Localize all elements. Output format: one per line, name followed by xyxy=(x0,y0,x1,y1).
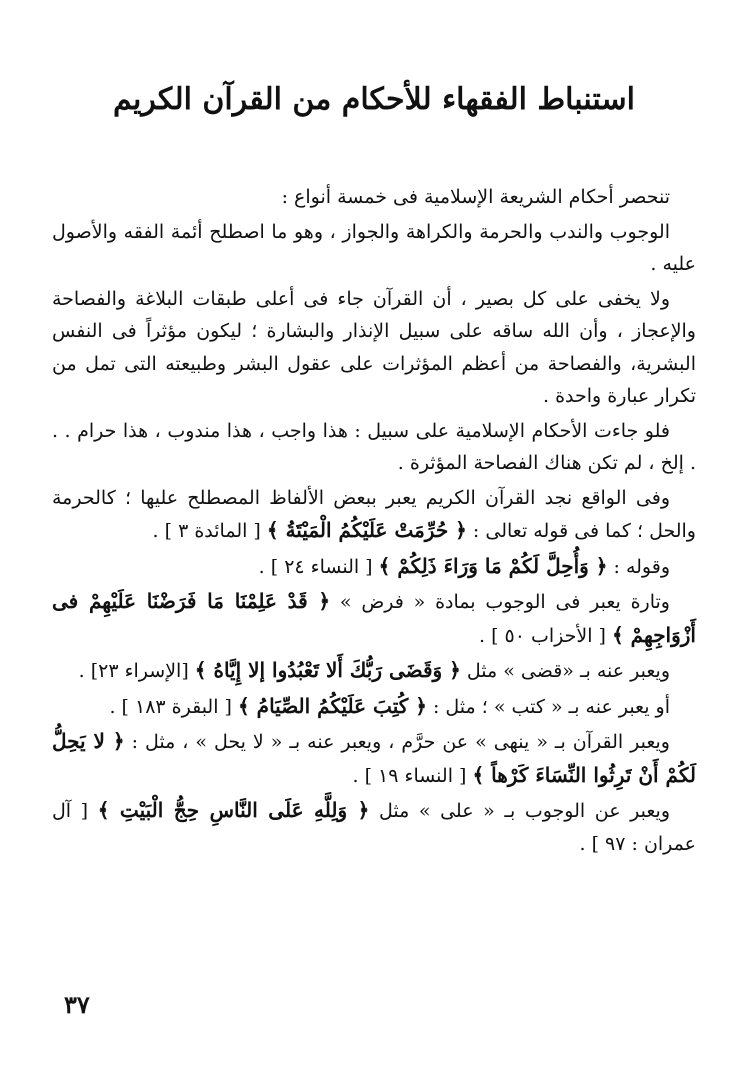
quran-verse-isra: ﴿ وَقَضَى رَبُّكَ أَلا تَعْبُدُوا إلا إِيَّاهُ ﴾ xyxy=(194,658,461,682)
paragraph-6-text: وقوله : xyxy=(607,555,670,578)
paragraph-1: تنحصر أحكام الشريعة الإسلامية فى خمسة أنواع : xyxy=(281,186,670,208)
paragraph-5 xyxy=(52,482,696,548)
paragraph-10-text: ويعبر القرآن بـ « ينهى » عن حرَّم ، ويعبر عنه بـ « لا يحل » ، مثل : xyxy=(124,731,670,753)
quran-verse-nisa-24: ﴿ وَأُحِلَّ لَكُمْ مَا وَرَاءَ ذَلِكُمْ ﴾ xyxy=(378,553,608,578)
verse-reference: [ الأحزاب ٥٠ ] . xyxy=(478,624,612,647)
verse-reference: [ المائدة ٣ ] . xyxy=(152,520,267,542)
quran-verse-nisa-19: ﴿ لا يَحِلُّ لَكُمْ أَنْ تَرِثُوا النِّسَاءَ كَرْهاً ﴾ xyxy=(52,729,696,787)
paragraph-8-text: ويعبر عنه بـ «قضى » مثل xyxy=(460,660,670,682)
quran-verse-ahzab: ﴿ قَدْ عَلِمْنَا مَا فَرَضْنَا عَلَيْهِمْ فى أَزْوَاجِهِمْ ﴾ xyxy=(52,589,696,647)
quran-verse-al-imran: ﴿ وَلِلَّهِ عَلَى النَّاسِ حِجُّ الْبَيْتِ ﴾ xyxy=(97,798,370,822)
paragraph-7 xyxy=(52,585,696,652)
paragraph-11-text: ويعبر عن الوجوب بـ « على » مثل xyxy=(369,800,670,822)
page-body xyxy=(52,80,696,1040)
paragraph-6 xyxy=(52,550,696,584)
verse-reference: [ النساء ٢٤ ] . xyxy=(258,555,379,578)
paragraph-8 xyxy=(52,654,696,688)
verse-reference: [ آل عمران : ٩٧ ] . xyxy=(52,800,696,855)
paragraph-9 xyxy=(52,690,696,724)
quran-verse-maidah: ﴿ حُرِّمَتْ عَلَيْكُمُ الْمَيْتَةُ ﴾ xyxy=(266,518,467,542)
page-number: ٣٧ xyxy=(64,990,90,1019)
paragraph-10 xyxy=(52,725,696,792)
verse-reference: [الإسراء ٢٣] . xyxy=(78,660,195,682)
verse-reference: [ النساء ١٩ ] . xyxy=(352,764,473,787)
paragraph-11 xyxy=(52,794,696,860)
chapter-title: استنباط الفقهاء للأحكام من القرآن الكريم xyxy=(113,82,635,117)
verse-reference: [ البقرة ١٨٣ ] . xyxy=(109,695,238,718)
paragraph-2: الوجوب والندب والحرمة والكراهة والجواز ، وهو ما اصطلح أئمة الفقه والأصول عليه . xyxy=(52,220,696,275)
paragraph-3: ولا يخفى على كل بصير ، أن القرآن جاء فى أعلى طبقات البلاغة والفصاحة والإعجاز ، وأن الله ساقه على سبيل الإنذار والبشارة ؛ ليكون مؤثراً فى النفس البشرية، والفصاحة من أعظم المؤثرات على عقول البشر وطبيعته التى تمل من تكرار عبارة واحدة . xyxy=(52,287,696,407)
paragraph-9-text: أو يعبر عنه بـ « كتب » ؛ مثل : xyxy=(426,695,670,718)
paragraph-5-text: وفى الواقع نجد القرآن الكريم يعبر ببعض الألفاظ المصطلح عليها ؛ كالحرمة والحل ؛ كما فى قوله تعالى : xyxy=(52,486,696,542)
quran-verse-baqara: ﴿ كُتِبَ عَلَيْكُمُ الصِّيَامُ ﴾ xyxy=(238,693,427,718)
paragraph-4: فلو جاءت الأحكام الإسلامية على سبيل : هذا واجب ، هذا مندوب ، هذا حرام . . . إلخ ، لم تكن هناك الفصاحة المؤثرة . xyxy=(52,419,696,474)
paragraph-7-text: وتارة يعبر فى الوجوب بمادة « فرض » xyxy=(330,591,670,613)
